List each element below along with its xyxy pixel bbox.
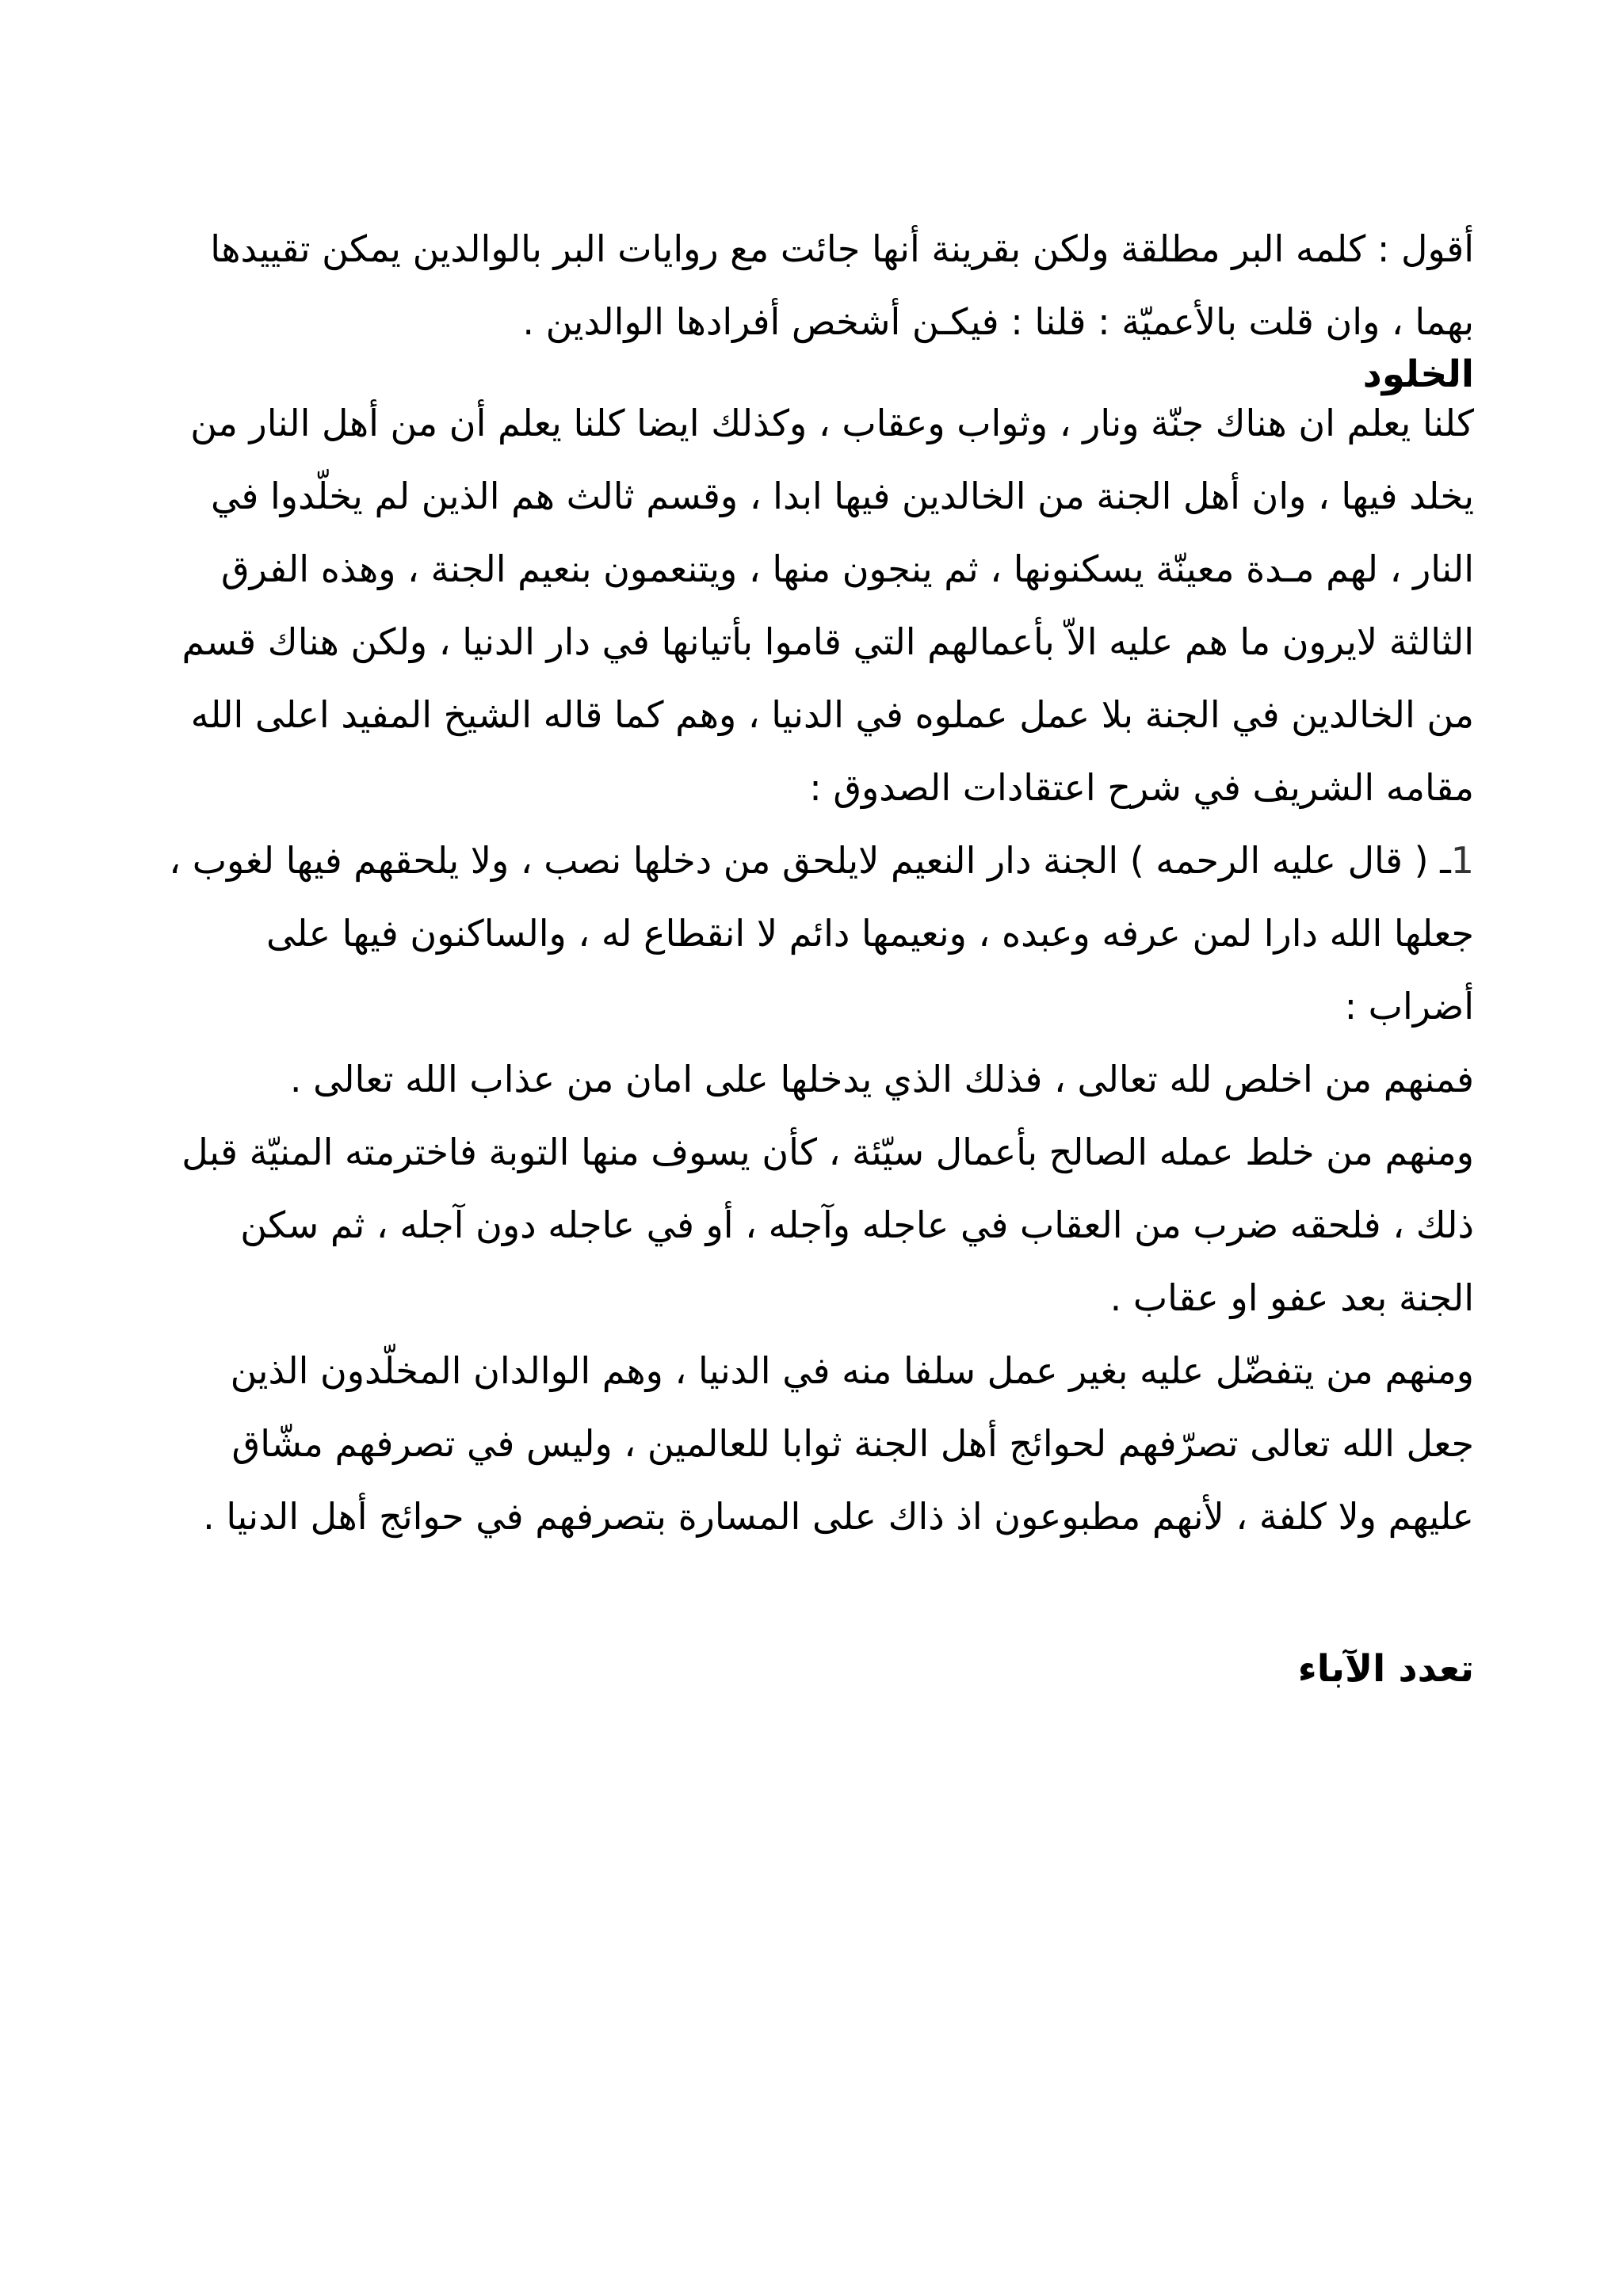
khulud-paragraph: كلنا يعلم ان هناك جنّة ونار ، وثواب وعقاب ، وكذلك ايضا كلنا يعلم أن من أهل النار من يخلد فيها ، وان أهل الجنة من الخالدين فيها ابدا ، وقسم ثالث هم الذين لم يخلّدوا في النار ، لهم مـدة معينّة يسكنونها ، ثم ينجون منها ، ويتنعمون بنعيم الجنة ، وهذه الفرق الثالثة لايرون ما هم عليه الاّ بأعمالهم التي قاموا بأتيانها في دار الدنيا ، ولكن هناك قسم من الخالدين في الجنة بلا عمل عملوه في الدنيا ، وهم كما قاله الشيخ المفيد اعلى الله مقامه الشريف في شرح اعتقادات الصدوق : bbox=[181, 402, 1474, 809]
intro-paragraph: أقول : كلمه البر مطلقة ولكن بقرينة أنها جائت مع روايات البر بالوالدين يمكن تقييدها بهما ، وان قلت بالأعميّة : قلنا : فيكـن أشخص أفرادها الوالدين . bbox=[210, 227, 1474, 343]
quote-number: 1 bbox=[1450, 839, 1474, 882]
quote-paragraph bbox=[158, 824, 1474, 1043]
section-heading-khulud: الخلود bbox=[1362, 353, 1474, 396]
type3-paragraph: ومنهم من يتفضّل عليه بغير عمل سلفا منه في الدنيا ، وهم الوالدان المخلّدون الذين جعل الله تعالى تصرّفهم لحوائج أهل الجنة ثوابا للعالمين ، وليس في تصرفهم مشّاق عليهم ولا كلفة ، لأنهم مطبوعون اذ ذاك على المسارة بتصرفهم في حوائج أهل الدنيا . bbox=[203, 1349, 1474, 1538]
type1-paragraph: فمنهم من اخلص لله تعالى ، فذلك الذي يدخلها على امان من عذاب الله تعالى . bbox=[289, 1058, 1474, 1100]
document-page bbox=[158, 212, 1474, 1692]
quote-text: ـ ( قال عليه الرحمه ) الجنة دار النعيم لايلحق من دخلها نصب ، ولا يلحقهم فيها لغوب ، جعلها الله دارا لمن عرفه وعبده ، ونعيمها دائم لا انقطاع له ، والساكنون فيها على أضراب : bbox=[169, 839, 1474, 1028]
section-heading-abaa: تعدد الآباء bbox=[1297, 1647, 1474, 1691]
type2-paragraph: ومنهم من خلط عمله الصالح بأعمال سيّئة ، كأن يسوف منها التوبة فاخترمته المنيّة قبل ذلك ، فلحقه ضرب من العقاب في عاجله وآجله ، أو في عاجله دون آجله ، ثم سكن الجنة بعد عفو او عقاب . bbox=[181, 1131, 1474, 1319]
